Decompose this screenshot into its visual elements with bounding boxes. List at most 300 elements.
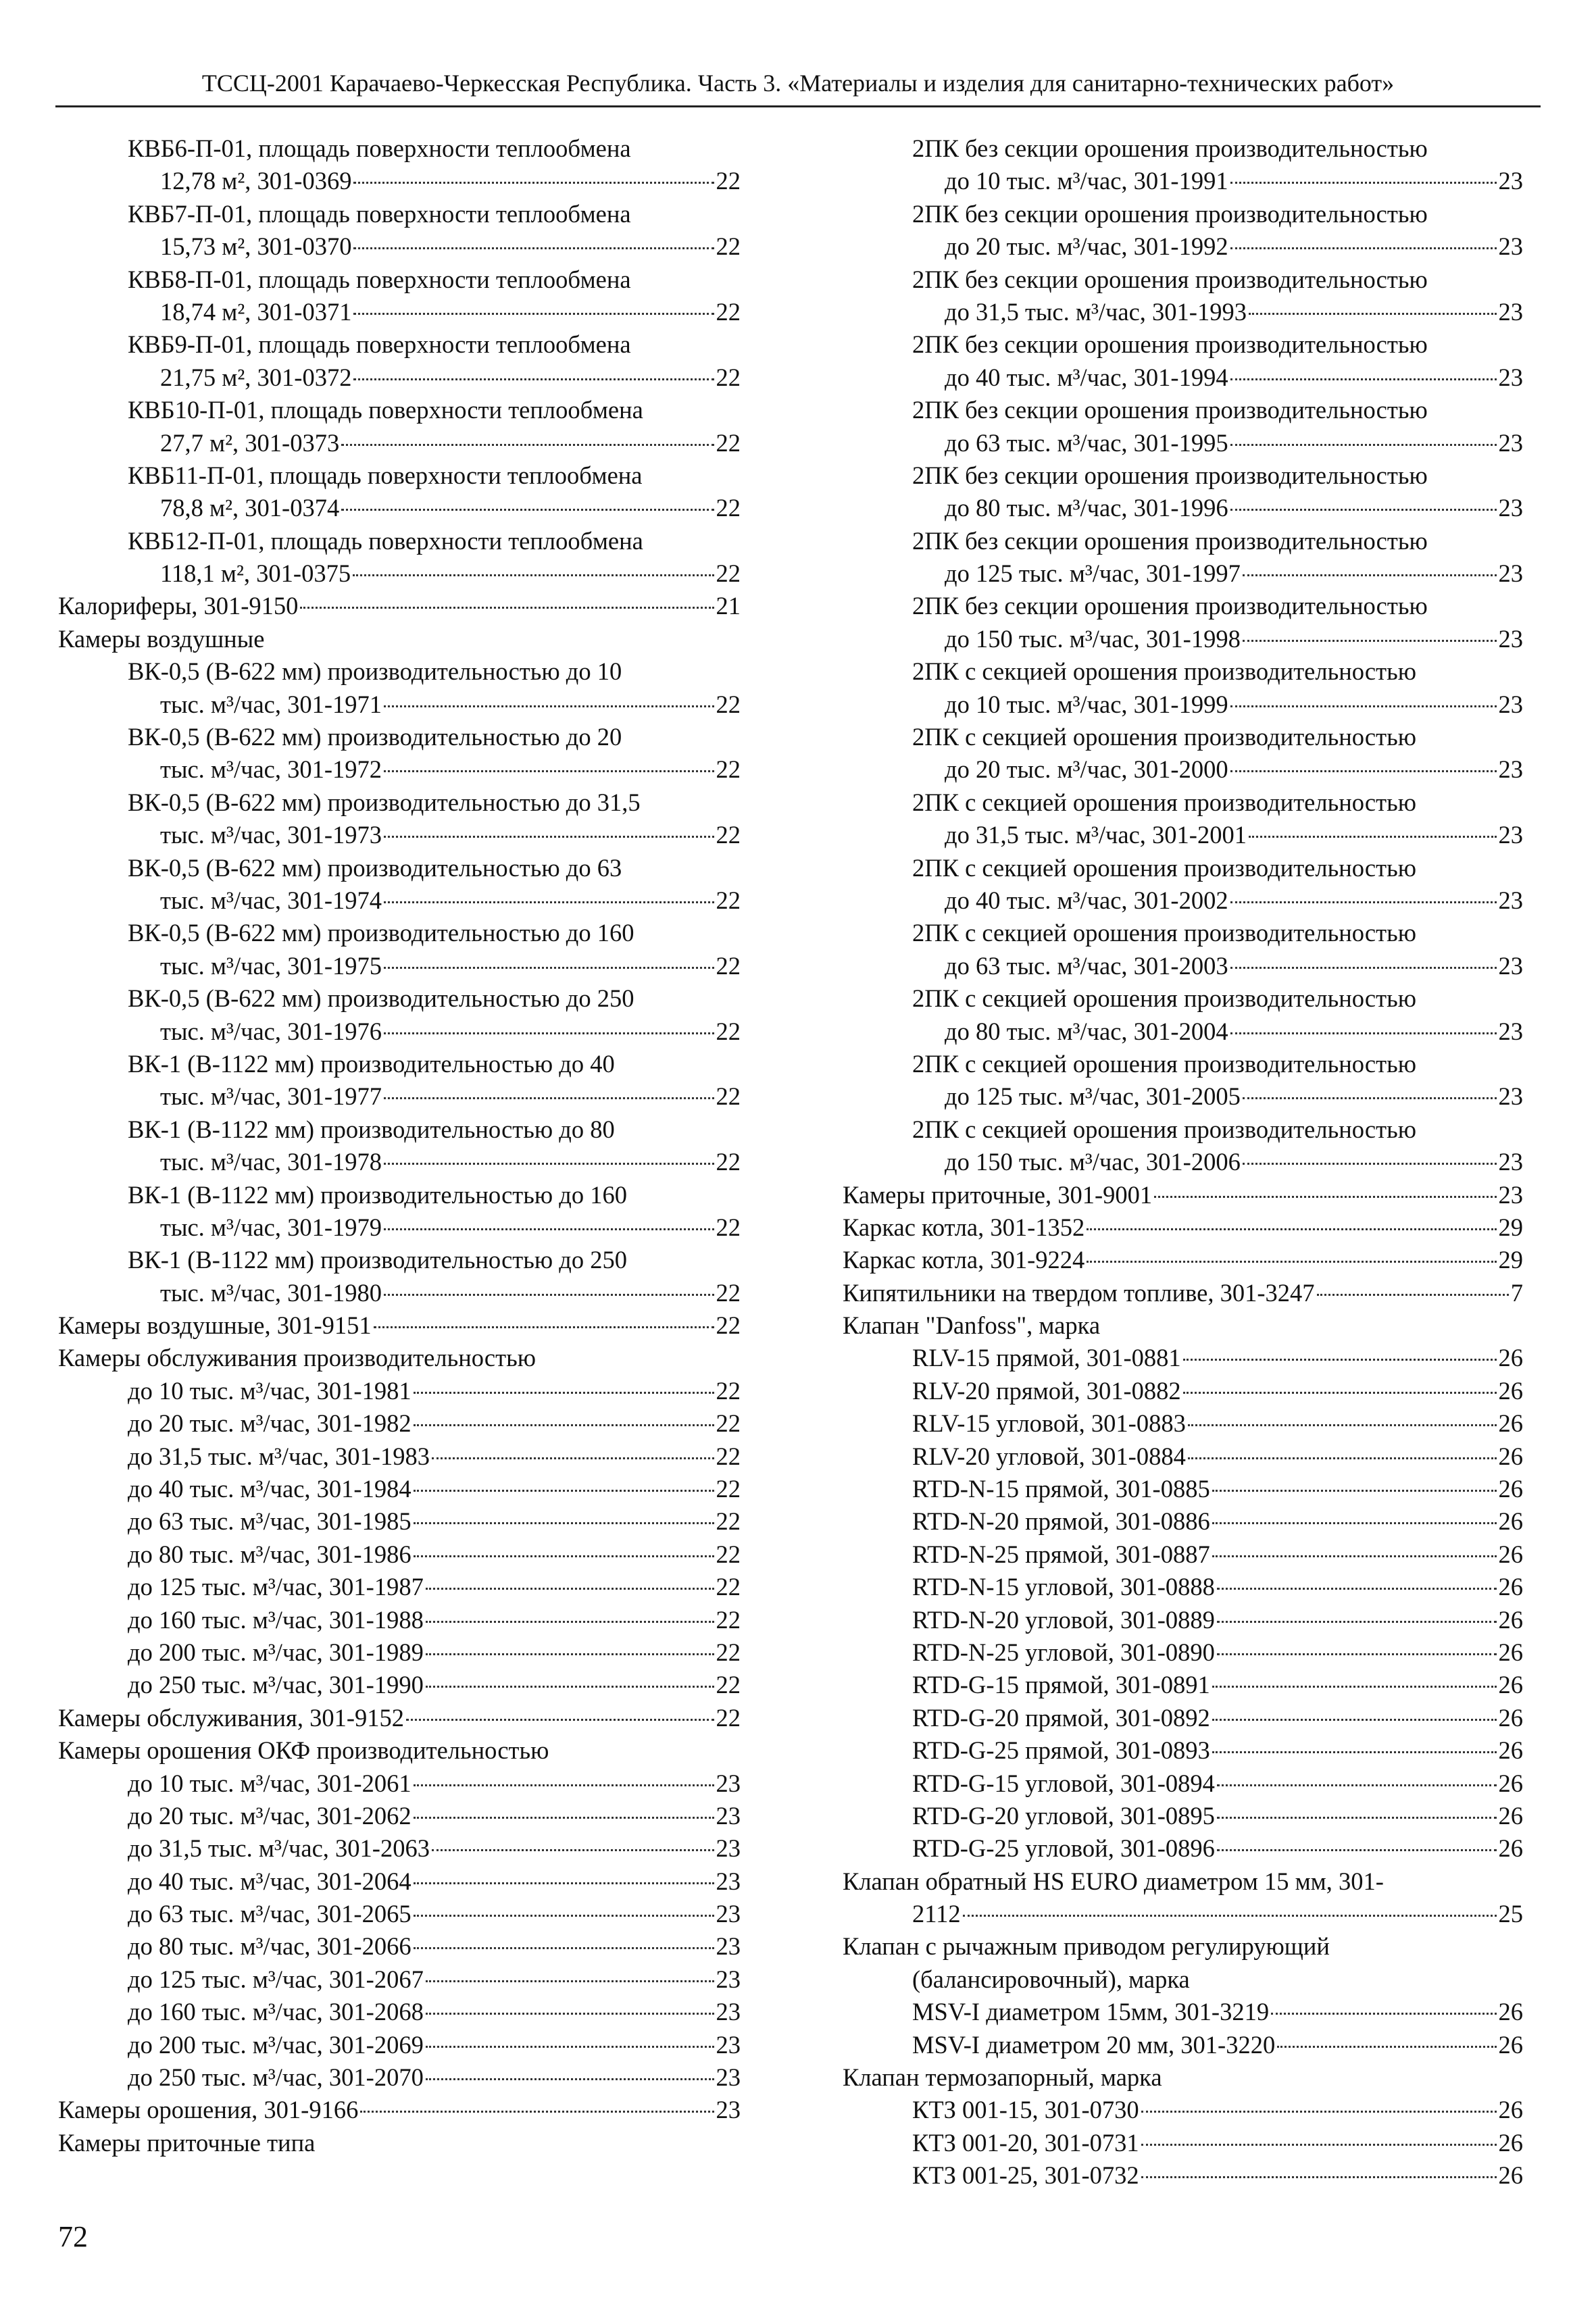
index-entry <box>843 1702 1523 1734</box>
index-entry <box>843 1179 1523 1211</box>
entry-page-number: 26 <box>1498 1344 1523 1372</box>
entry-page-number: 26 <box>1498 1703 1523 1732</box>
entry-text: до 10 тыс. м³/час, 301-1999 <box>945 690 1228 718</box>
dot-leader <box>1243 1163 1497 1165</box>
entry-page-number: 29 <box>1498 1213 1523 1241</box>
entry-text: КВБ7-П-01, площадь поверхности теплообмена <box>128 199 631 228</box>
dot-leader <box>426 1621 714 1623</box>
index-entry <box>843 623 1523 655</box>
index-entry <box>58 492 741 524</box>
dot-leader <box>414 1915 714 1917</box>
index-entry <box>58 1963 741 1996</box>
entry-text: Камеры воздушные <box>58 624 265 653</box>
entry-text: Камеры приточные типа <box>58 2128 316 2157</box>
entry-text: ВК-1 (В-1122 мм) производительностью до 160 <box>128 1180 627 1209</box>
entry-text: ВК-0,5 (В-622 мм) производительностью до 250 <box>128 984 634 1013</box>
index-entry <box>58 1440 741 1473</box>
index-entry <box>843 394 1523 426</box>
index-entry <box>58 361 741 394</box>
index-entry <box>843 2029 1523 2061</box>
index-entry <box>843 1015 1523 1048</box>
index-entry <box>843 1375 1523 1407</box>
dot-leader <box>414 1882 714 1884</box>
index-entry <box>843 492 1523 524</box>
index-entry <box>843 852 1523 884</box>
dot-leader <box>1183 1359 1497 1361</box>
entry-page-number: 23 <box>716 1900 741 1928</box>
entry-text: 2ПК с секцией орошения производительностью <box>912 919 1416 947</box>
dot-leader <box>414 1784 714 1786</box>
entry-page-number: 22 <box>716 886 741 914</box>
entry-text: MSV-I диаметром 20 мм, 301-3220 <box>912 2030 1276 2059</box>
entry-text: 2ПК без секции орошения производительностью <box>912 592 1428 620</box>
index-entry <box>58 1048 741 1080</box>
entry-text: RTD-N-25 угловой, 301-0890 <box>912 1638 1215 1666</box>
dot-leader <box>1212 1490 1497 1492</box>
index-entry <box>58 394 741 426</box>
index-entry <box>843 525 1523 557</box>
dot-leader <box>1188 1457 1497 1459</box>
index-entry <box>843 1898 1523 1930</box>
entry-page-number: 26 <box>1498 1998 1523 2026</box>
entry-text: до 63 тыс. м³/час, 301-2003 <box>945 951 1228 980</box>
entry-text: до 10 тыс. м³/час, 301-1981 <box>128 1376 412 1405</box>
entry-page-number: 22 <box>716 1671 741 1699</box>
index-entry <box>58 1832 741 1865</box>
index-entry <box>58 1473 741 1505</box>
dot-leader <box>1230 247 1497 249</box>
entry-text: КТЗ 001-15, 301-0730 <box>912 2096 1139 2124</box>
index-entry <box>843 1767 1523 1800</box>
entry-text: 118,1 м², 301-0375 <box>160 559 351 588</box>
entry-page-number: 26 <box>1498 1540 1523 1568</box>
entry-text: до 63 тыс. м³/час, 301-2065 <box>128 1900 412 1928</box>
index-entry <box>843 1996 1523 2028</box>
index-entry <box>58 2127 741 2159</box>
entry-text: (балансировочный), марка <box>912 1965 1190 1993</box>
index-entry <box>58 1865 741 1898</box>
entry-text: ВК-1 (В-1122 мм) производительностью до 250 <box>128 1246 627 1274</box>
entry-text: до 40 тыс. м³/час, 301-1984 <box>128 1475 412 1503</box>
dot-leader <box>1277 2046 1496 2048</box>
dot-leader <box>384 1228 714 1230</box>
entry-page-number: 22 <box>716 821 741 849</box>
entry-text: КТЗ 001-25, 301-0732 <box>912 2161 1139 2190</box>
dot-leader <box>341 444 714 446</box>
entry-text: до 20 тыс. м³/час, 301-2000 <box>945 755 1228 784</box>
entry-text: Камеры обслуживания производительностью <box>58 1344 536 1372</box>
entry-text: Камеры орошения, 301-9166 <box>58 2096 359 2124</box>
index-entry <box>843 1734 1523 1767</box>
entry-text: тыс. м³/час, 301-1974 <box>160 886 382 914</box>
dot-leader <box>1183 1392 1497 1394</box>
index-entry <box>843 819 1523 851</box>
entry-page-number: 22 <box>716 167 741 195</box>
dot-leader <box>1243 574 1497 576</box>
dot-leader <box>384 967 714 969</box>
index-entry <box>58 427 741 459</box>
index-entry <box>58 1505 741 1538</box>
entry-page-number: 22 <box>716 1605 741 1634</box>
dot-leader <box>1141 2144 1497 2146</box>
index-entry <box>843 1930 1523 1963</box>
index-entry <box>843 198 1523 230</box>
index-entry <box>843 557 1523 590</box>
entry-page-number: 22 <box>716 1638 741 1666</box>
index-entry <box>843 1636 1523 1669</box>
dot-leader <box>1217 1621 1497 1623</box>
entry-page-number: 23 <box>1498 1180 1523 1209</box>
entry-text: до 20 тыс. м³/час, 301-2062 <box>128 1801 412 1830</box>
dot-leader <box>1087 1228 1496 1230</box>
entry-text: RTD-G-20 прямой, 301-0892 <box>912 1703 1210 1732</box>
dot-leader <box>1243 640 1497 642</box>
entry-page-number: 23 <box>1498 1017 1523 1045</box>
index-entry <box>843 950 1523 982</box>
dot-leader <box>414 1555 714 1557</box>
index-entry <box>843 2127 1523 2159</box>
dot-leader <box>1212 1686 1497 1688</box>
index-entry <box>843 917 1523 949</box>
entry-page-number: 23 <box>716 1932 741 1961</box>
entry-text: до 40 тыс. м³/час, 301-2064 <box>128 1867 412 1895</box>
page-number: 72 <box>58 2220 88 2253</box>
entry-text: тыс. м³/час, 301-1978 <box>160 1148 382 1176</box>
index-entry <box>58 1800 741 1832</box>
entry-text: RTD-G-20 угловой, 301-0895 <box>912 1801 1215 1830</box>
dot-leader <box>963 1915 1497 1917</box>
entry-text: до 125 тыс. м³/час, 301-2067 <box>128 1965 424 1993</box>
entry-page-number: 22 <box>716 1148 741 1176</box>
entry-text: до 63 тыс. м³/час, 301-1985 <box>128 1507 412 1536</box>
index-entry <box>843 1440 1523 1473</box>
entry-text: ВК-0,5 (В-622 мм) производительностью до 20 <box>128 723 622 751</box>
entry-text: RTD-N-20 прямой, 301-0886 <box>912 1507 1210 1536</box>
entry-text: RTD-G-25 угловой, 301-0896 <box>912 1834 1215 1863</box>
entry-text: RLV-20 угловой, 301-0884 <box>912 1442 1186 1470</box>
entry-page-number: 23 <box>1498 363 1523 391</box>
index-entry <box>58 328 741 361</box>
entry-text: до 125 тыс. м³/час, 301-1997 <box>945 559 1241 588</box>
entry-text: 2ПК с секцией орошения производительностью <box>912 853 1416 882</box>
entry-text: тыс. м³/час, 301-1977 <box>160 1082 382 1111</box>
entry-text: КВБ9-П-01, площадь поверхности теплообмена <box>128 330 631 359</box>
index-entry <box>58 230 741 263</box>
dot-leader <box>426 1653 714 1655</box>
entry-text: 2ПК без секции орошения производительностью <box>912 461 1428 489</box>
entry-text: Клапан обратный HS EURO диаметром 15 мм, 301- <box>843 1867 1384 1895</box>
entry-page-number: 22 <box>716 1507 741 1536</box>
entry-page-number: 22 <box>716 1442 741 1470</box>
entry-text: КТЗ 001-20, 301-0731 <box>912 2128 1139 2157</box>
dot-leader <box>1249 836 1497 838</box>
index-entry <box>843 1832 1523 1865</box>
dot-leader <box>384 705 714 707</box>
dot-leader <box>414 1490 714 1492</box>
index-entry <box>58 1702 741 1734</box>
entry-page-number: 23 <box>1498 1148 1523 1176</box>
index-entry <box>58 1636 741 1669</box>
index-entry <box>843 721 1523 753</box>
dot-leader <box>353 313 714 315</box>
index-entry <box>58 1309 741 1342</box>
entry-page-number: 22 <box>716 363 741 391</box>
entry-text: 2112 <box>912 1900 961 1928</box>
index-entry <box>843 1963 1523 1996</box>
index-entry <box>843 1309 1523 1342</box>
entry-text: до 80 тыс. м³/час, 301-2066 <box>128 1932 412 1961</box>
index-entry <box>843 786 1523 819</box>
entry-text: 2ПК без секции орошения производительностью <box>912 526 1428 555</box>
dot-leader <box>384 1097 714 1099</box>
entry-text: RLV-15 прямой, 301-0881 <box>912 1344 1181 1372</box>
index-entry <box>58 198 741 230</box>
entry-text: КВБ6-П-01, площадь поверхности теплообмена <box>128 134 631 162</box>
dot-leader <box>353 574 714 576</box>
entry-page-number: 26 <box>1498 2161 1523 2190</box>
index-entry <box>843 328 1523 361</box>
index-entry <box>843 1865 1523 1898</box>
dot-leader <box>1243 1097 1497 1099</box>
entry-page-number: 23 <box>1498 951 1523 980</box>
entry-text: RTD-G-15 прямой, 301-0891 <box>912 1671 1210 1699</box>
index-entry <box>843 982 1523 1015</box>
index-entry <box>843 753 1523 786</box>
entry-page-number: 22 <box>716 1213 741 1241</box>
entry-page-number: 26 <box>1498 1475 1523 1503</box>
entry-text: Каркас котла, 301-1352 <box>843 1213 1085 1241</box>
entry-text: до 10 тыс. м³/час, 301-1991 <box>945 167 1228 195</box>
entry-page-number: 25 <box>1498 1900 1523 1928</box>
entry-text: 2ПК с секцией орошения производительностью <box>912 657 1416 686</box>
entry-text: КВБ8-П-01, площадь поверхности теплообмена <box>128 265 631 293</box>
entry-text: 15,73 м², 301-0370 <box>160 232 352 261</box>
entry-page-number: 23 <box>1498 559 1523 588</box>
entry-text: тыс. м³/час, 301-1971 <box>160 690 382 718</box>
index-entry <box>58 1767 741 1800</box>
index-entry <box>58 1244 741 1276</box>
dot-leader <box>1230 901 1497 903</box>
entry-page-number: 26 <box>1498 1671 1523 1699</box>
entry-page-number: 22 <box>716 1703 741 1732</box>
index-entry <box>843 1571 1523 1603</box>
index-entry <box>58 623 741 655</box>
entry-text: 2ПК без секции орошения производительностью <box>912 265 1428 293</box>
entry-page-number: 26 <box>1498 1507 1523 1536</box>
index-entry <box>58 263 741 296</box>
dot-leader <box>1230 770 1497 772</box>
dot-leader <box>1212 1522 1497 1524</box>
entry-text: 2ПК с секцией орошения производительностью <box>912 723 1416 751</box>
entry-text: до 20 тыс. м³/час, 301-1982 <box>128 1409 412 1438</box>
index-entry <box>58 1407 741 1440</box>
dot-leader <box>406 1719 714 1721</box>
entry-text: до 80 тыс. м³/час, 301-1986 <box>128 1540 412 1568</box>
dot-leader <box>1212 1719 1497 1721</box>
entry-text: 21,75 м², 301-0372 <box>160 363 352 391</box>
entry-page-number: 22 <box>716 1573 741 1601</box>
index-entry <box>58 1996 741 2028</box>
index-entry <box>843 1407 1523 1440</box>
index-entry <box>58 525 741 557</box>
entry-page-number: 26 <box>1498 1801 1523 1830</box>
dot-leader <box>1249 313 1497 315</box>
entry-page-number: 22 <box>716 1475 741 1503</box>
index-entry <box>843 1277 1523 1309</box>
index-entry <box>843 884 1523 917</box>
index-entry <box>843 1669 1523 1701</box>
entry-text: RTD-N-20 угловой, 301-0889 <box>912 1605 1215 1634</box>
entry-text: до 40 тыс. м³/час, 301-1994 <box>945 363 1228 391</box>
entry-text: 2ПК без секции орошения производительностью <box>912 396 1428 424</box>
index-entry <box>58 1571 741 1603</box>
dot-leader <box>1230 444 1497 446</box>
index-entry <box>58 459 741 492</box>
entry-page-number: 26 <box>1498 1834 1523 1863</box>
index-entry <box>58 786 741 819</box>
index-entry <box>58 982 741 1015</box>
index-entry <box>58 1898 741 1930</box>
entry-page-number: 22 <box>716 755 741 784</box>
entry-page-number: 26 <box>1498 1769 1523 1797</box>
running-header: ТССЦ-2001 Карачаево-Черкесская Республика. Часть 3. «Материалы и изделия для санитарно-технических работ» <box>201 70 1395 97</box>
entry-page-number: 22 <box>716 232 741 261</box>
index-column-left <box>58 132 741 2159</box>
index-entry <box>58 1080 741 1113</box>
entry-text: КВБ11-П-01, площадь поверхности теплообмена <box>128 461 643 489</box>
entry-page-number: 22 <box>716 1376 741 1405</box>
entry-text: ВК-0,5 (В-622 мм) производительностью до 160 <box>128 919 634 947</box>
entry-text: 2ПК без секции орошения производительностью <box>912 134 1428 162</box>
dot-leader <box>384 836 714 838</box>
entry-text: 78,8 м², 301-0374 <box>160 494 340 522</box>
index-entry <box>843 1113 1523 1146</box>
dot-leader <box>384 1294 714 1296</box>
entry-text: Камеры орошения ОКФ производительностью <box>58 1736 549 1765</box>
entry-page-number: 22 <box>716 1082 741 1111</box>
index-entry <box>58 1146 741 1178</box>
dot-leader <box>414 1817 714 1819</box>
dot-leader <box>426 1588 714 1590</box>
entry-text: до 150 тыс. м³/час, 301-1998 <box>945 624 1241 653</box>
entry-text: до 80 тыс. м³/час, 301-2004 <box>945 1017 1228 1045</box>
entry-text: тыс. м³/час, 301-1972 <box>160 755 382 784</box>
entry-page-number: 22 <box>716 1311 741 1340</box>
entry-page-number: 26 <box>1498 2128 1523 2157</box>
entry-text: RTD-G-15 угловой, 301-0894 <box>912 1769 1215 1797</box>
dot-leader <box>1212 1751 1497 1753</box>
entry-text: до 31,5 тыс. м³/час, 301-2001 <box>945 821 1247 849</box>
dot-leader <box>414 1424 714 1426</box>
dot-leader <box>1230 182 1497 184</box>
index-entry <box>58 1277 741 1309</box>
dot-leader <box>1212 1555 1497 1557</box>
entry-text: Камеры приточные, 301-9001 <box>843 1180 1153 1209</box>
index-entry <box>58 688 741 721</box>
entry-page-number: 23 <box>1498 1082 1523 1111</box>
dot-leader <box>1230 705 1497 707</box>
index-entry <box>58 1538 741 1571</box>
dot-leader <box>426 2046 714 2048</box>
entry-text: Каркас котла, 301-9224 <box>843 1246 1085 1274</box>
entry-text: КВБ12-П-01, площадь поверхности теплообмена <box>128 526 643 555</box>
index-entry <box>58 296 741 328</box>
entry-text: 2ПК с секцией орошения производительностью <box>912 1115 1416 1143</box>
dot-leader <box>300 607 714 609</box>
index-entry <box>843 2159 1523 2192</box>
entry-text: ВК-0,5 (В-622 мм) производительностью до 63 <box>128 853 622 882</box>
entry-text: Камеры воздушные, 301-9151 <box>58 1311 372 1340</box>
index-entry <box>843 1211 1523 1244</box>
entry-text: до 80 тыс. м³/час, 301-1996 <box>945 494 1228 522</box>
entry-text: 2ПК без секции орошения производительностью <box>912 330 1428 359</box>
index-entry <box>58 1179 741 1211</box>
dot-leader <box>426 2013 714 2015</box>
entry-text: RTD-N-15 прямой, 301-0885 <box>912 1475 1210 1503</box>
entry-text: RLV-15 угловой, 301-0883 <box>912 1409 1186 1438</box>
index-entry <box>843 655 1523 688</box>
header-rule <box>55 105 1541 107</box>
entry-page-number: 22 <box>716 559 741 588</box>
entry-text: тыс. м³/час, 301-1980 <box>160 1278 382 1307</box>
entry-page-number: 26 <box>1498 1409 1523 1438</box>
entry-page-number: 26 <box>1498 1605 1523 1634</box>
index-entry <box>843 2061 1523 2094</box>
entry-text: до 40 тыс. м³/час, 301-2002 <box>945 886 1228 914</box>
index-entry <box>58 655 741 688</box>
index-entry <box>58 819 741 851</box>
index-entry <box>843 361 1523 394</box>
index-entry <box>843 1473 1523 1505</box>
entry-page-number: 23 <box>1498 428 1523 457</box>
entry-page-number: 23 <box>716 1801 741 1830</box>
dot-leader <box>360 2111 714 2113</box>
entry-page-number: 23 <box>1498 886 1523 914</box>
index-entry <box>58 557 741 590</box>
entry-text: до 250 тыс. м³/час, 301-1990 <box>128 1671 424 1699</box>
dot-leader <box>426 1686 714 1688</box>
entry-text: 2ПК с секцией орошения производительностью <box>912 984 1416 1013</box>
dot-leader <box>384 1032 714 1034</box>
index-entry <box>58 132 741 165</box>
index-entry <box>843 263 1523 296</box>
entry-page-number: 23 <box>716 1769 741 1797</box>
entry-page-number: 26 <box>1498 1442 1523 1470</box>
entry-text: Клапан с рычажным приводом регулирующий <box>843 1932 1330 1961</box>
index-entry <box>843 230 1523 263</box>
index-entry <box>843 1244 1523 1276</box>
index-entry <box>58 1015 741 1048</box>
entry-page-number: 23 <box>716 2030 741 2059</box>
dot-leader <box>1217 1588 1497 1590</box>
entry-text: КВБ10-П-01, площадь поверхности теплообмена <box>128 396 643 424</box>
entry-text: RTD-N-15 угловой, 301-0888 <box>912 1573 1215 1601</box>
dot-leader <box>426 2078 714 2080</box>
entry-text: тыс. м³/час, 301-1975 <box>160 951 382 980</box>
entry-text: до 63 тыс. м³/час, 301-1995 <box>945 428 1228 457</box>
index-entry <box>843 1505 1523 1538</box>
index-entry <box>58 1342 741 1374</box>
entry-text: до 31,5 тыс. м³/час, 301-1983 <box>128 1442 430 1470</box>
entry-text: 12,78 м², 301-0369 <box>160 167 352 195</box>
index-entry <box>58 1113 741 1146</box>
dot-leader <box>1317 1294 1509 1296</box>
dot-leader <box>341 509 714 511</box>
entry-text: тыс. м³/час, 301-1976 <box>160 1017 382 1045</box>
entry-text: до 200 тыс. м³/час, 301-2069 <box>128 2030 424 2059</box>
dot-leader <box>353 247 714 249</box>
entry-text: Клапан "Danfoss", марка <box>843 1311 1101 1340</box>
